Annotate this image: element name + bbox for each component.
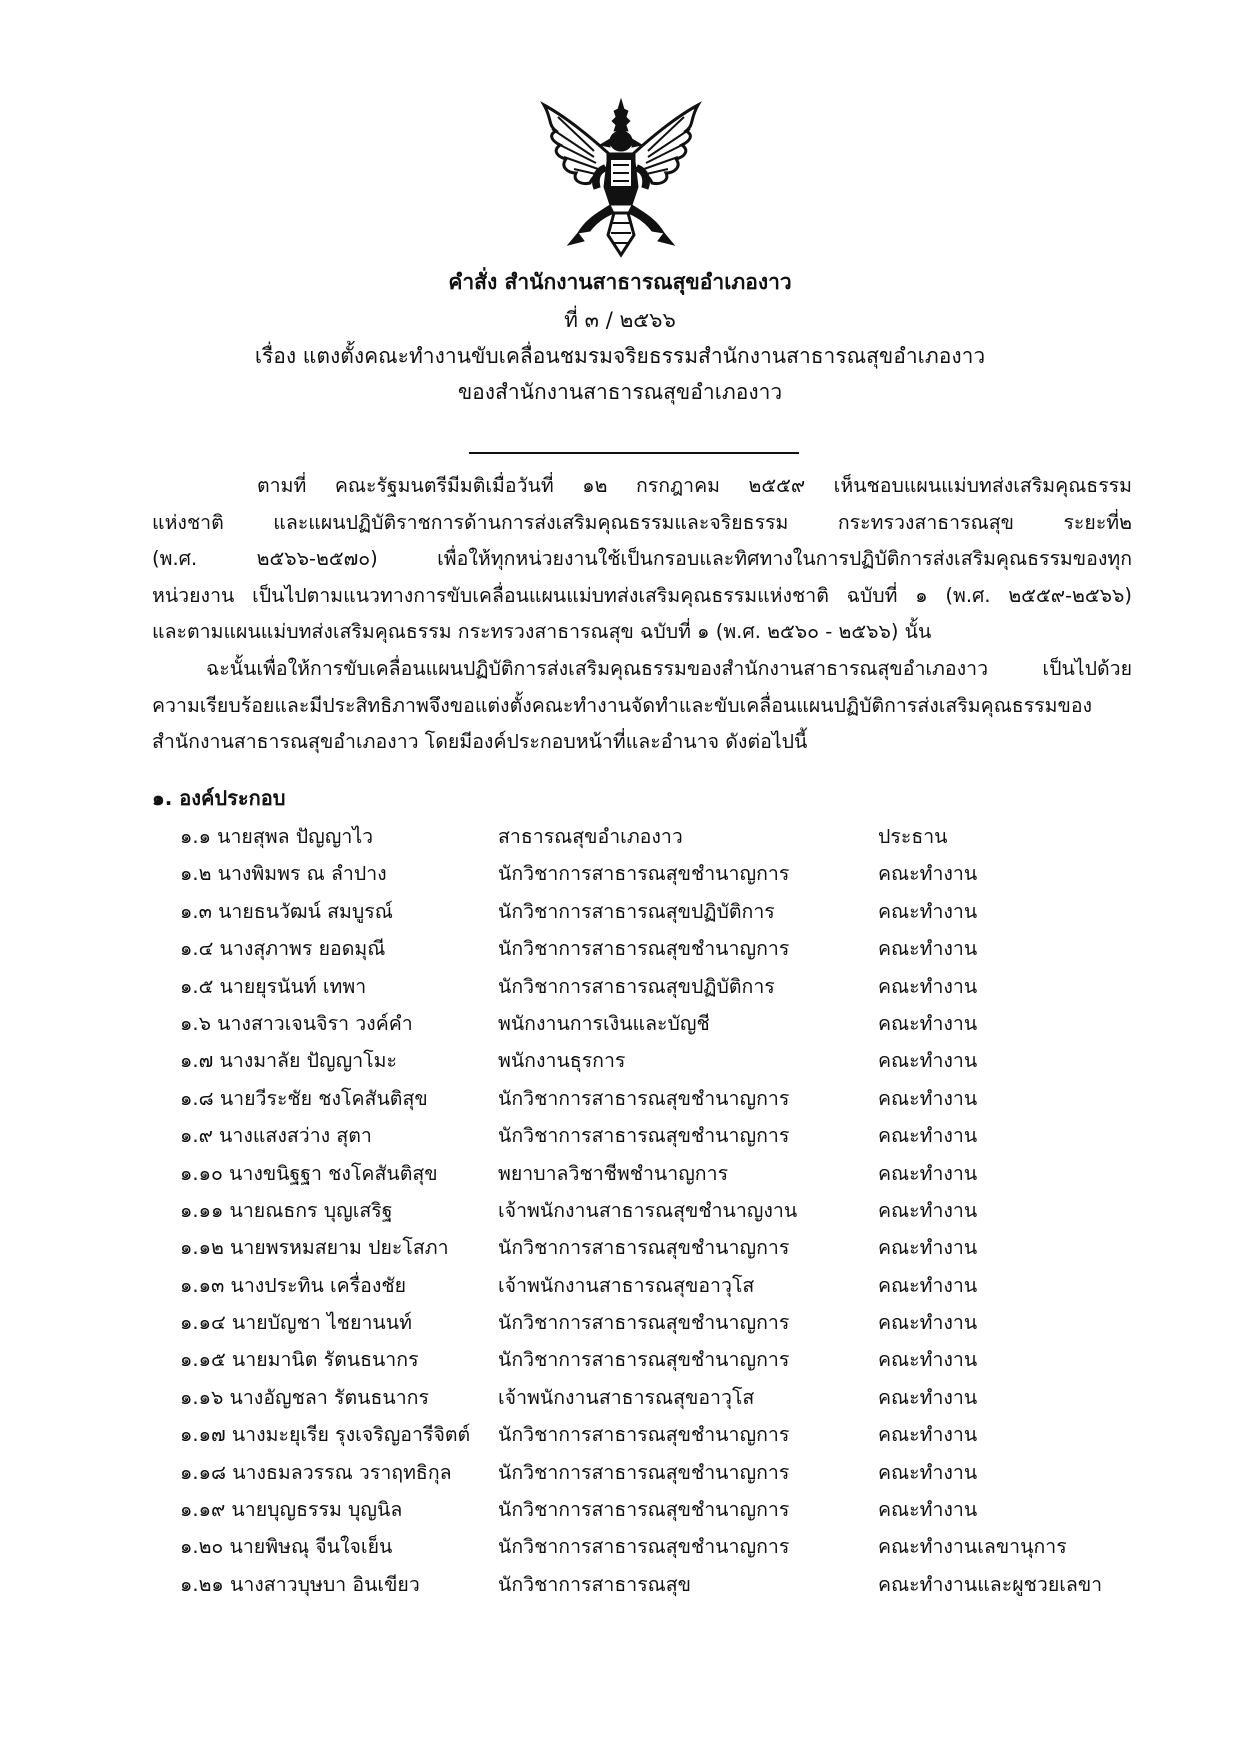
list-item: [180, 1379, 1160, 1416]
list-item: [180, 1528, 1160, 1565]
list-item: [180, 1566, 1160, 1603]
member-position: พนักงานการเงินและบัญชี: [498, 1011, 710, 1035]
member-name: ๑.๑๒ นายพรหมสยาม ปยะโสภา: [180, 1236, 449, 1260]
member-position: นักวิชาการสาธารณสุขชำนาญการ: [498, 937, 790, 961]
member-role: คณะทำงาน: [878, 1498, 978, 1522]
member-position: นักวิชาการสาธารณสุขชำนาญการ: [498, 1086, 790, 1110]
member-name: ๑.๒๐ นายพิษณุ จีนใจเย็น: [180, 1535, 393, 1559]
list-item: [180, 855, 1160, 892]
member-position: เจ้าพนักงานสาธารณสุขอาวุโส: [498, 1273, 755, 1297]
paragraph-preamble: [152, 468, 1132, 651]
member-name: ๑.๑๖ นางอัญชลา รัตนธนากร: [180, 1385, 429, 1409]
member-position: นักวิชาการสาธารณสุขชำนาญการ: [498, 1423, 790, 1447]
member-role: คณะทำงาน: [878, 899, 978, 923]
member-name: ๑.๗ นางมาลัย ปัญญาโมะ: [180, 1049, 397, 1073]
paragraph-line: ฉะนั้นเพื่อให้การขับเคลื่อนแผนปฏิบัติการส่งเสริมคุณธรรมของสำนักงานสาธารณสุขอำเภองาว เป็นไปด้วย: [206, 657, 1132, 680]
paragraph-line: สำนักงานสาธารณสุขอำเภองาว โดยมีองค์ประกอบหน้าที่และอำนาจ ดังต่อไปนี้: [152, 730, 808, 753]
member-name: ๑.๘ นายวีระชัย ชงโคสันติสุข: [180, 1086, 428, 1110]
member-role: คณะทำงาน: [878, 1198, 978, 1222]
list-item: [180, 1192, 1160, 1229]
member-name: ๑.๒๑ นางสาวบุษบา อินเขียว: [180, 1572, 420, 1596]
member-role: คณะทำงาน: [878, 1086, 978, 1110]
order-number: ที่ ๓ / ๒๕๖๖: [564, 308, 676, 332]
member-role: คณะทำงาน: [878, 1311, 978, 1335]
garuda-emblem: [538, 95, 704, 265]
member-position: เจ้าพนักงานสาธารณสุขอาวุโส: [498, 1385, 755, 1409]
member-role: คณะทำงาน: [878, 1460, 978, 1484]
list-item: [180, 1155, 1160, 1192]
paragraph-line: และตามแผนแม่บทส่งเสริมคุณธรรม กระทรวงสาธารณสุข ฉบับที่ ๑ (พ.ศ. ๒๕๖๐ - ๒๕๖๖) นั้น: [152, 620, 932, 643]
list-item: [180, 1080, 1160, 1117]
member-name: ๑.๓ นายธนวัฒน์ สมบูรณ์: [180, 899, 393, 923]
member-position: นักวิชาการสาธารณสุขชำนาญการ: [498, 1460, 790, 1484]
list-item: [180, 1229, 1160, 1266]
paragraph-line: แห่งชาติ และแผนปฏิบัติราชการด้านการส่งเสริมคุณธรรมและจริยธรรม กระทรวงสาธารณสุข ระยะที่๒: [152, 510, 1132, 534]
list-item: [180, 1304, 1160, 1341]
order-header: [0, 264, 1240, 300]
member-name: ๑.๑๔ นายบัญชา ไชยานนท์: [180, 1311, 412, 1335]
order-subject-line2: ของสำนักงานสาธารณสุขอำเภองาว: [457, 380, 783, 404]
paragraph-line: ความเรียบร้อยและมีประสิทธิภาพจึงขอแต่งตั้งคณะทำงานจัดทำและขับเคลื่อนแผนปฏิบัติการส่งเสริมคุณธรรมของ: [152, 693, 1093, 717]
member-name: ๑.๔ นางสุภาพร ยอดมุณี: [180, 937, 386, 961]
list-item: [180, 1416, 1160, 1453]
member-name: ๑.๑๕ นายมานิต รัตนธนากร: [180, 1348, 419, 1372]
list-item: [180, 968, 1160, 1005]
list-item: [180, 1341, 1160, 1378]
member-position: นักวิชาการสาธารณสุขปฏิบัติการ: [498, 974, 775, 998]
member-name: ๑.๑๓ นางประทิน เครื่องชัย: [180, 1273, 407, 1297]
paragraph-line: (พ.ศ. ๒๕๖๖-๒๕๗๐) เพื่อให้ทุกหน่วยงานใช้เป็นกรอบและทิศทางในการปฏิบัติการส่งเสริมคุณธรรมของทุก: [152, 547, 1132, 570]
member-position: พยาบาลวิชาชีพชำนาญการ: [498, 1161, 729, 1185]
section-composition-title: ๑. องค์ประกอบ: [152, 786, 286, 810]
member-role: คณะทำงาน: [878, 862, 978, 886]
member-role: คณะทำงาน: [878, 1236, 978, 1260]
member-position: เจ้าพนักงานสาธารณสุขชำนาญงาน: [498, 1198, 798, 1222]
member-role: คณะทำงาน: [878, 1161, 978, 1185]
list-item: [180, 1042, 1160, 1079]
member-position: สาธารณสุขอำเภองาว: [498, 825, 683, 848]
member-name: ๑.๑๗ นางมะยุเรีย รุงเจริญอารีจิตต์: [180, 1423, 471, 1447]
paragraph-line: ตามที่ คณะรัฐมนตรีมีมติเมื่อวันที่ ๑๒ กรกฎาคม ๒๕๕๙ เห็นชอบแผนแม่บทส่งเสริมคุณธรรม: [257, 474, 1132, 497]
member-role: คณะทำงาน: [878, 1049, 978, 1073]
member-position: นักวิชาการสาธารณสุขชำนาญการ: [498, 1348, 790, 1372]
member-position: นักวิชาการสาธารณสุขชำนาญการ: [498, 1498, 790, 1522]
member-name: ๑.๑๑ นายณธกร บุญเสริฐ: [180, 1198, 393, 1222]
list-item: [180, 1267, 1160, 1304]
list-item: [180, 1117, 1160, 1154]
member-name: ๑.๖ นางสาวเจนจิรา วงค์คำ: [180, 1011, 413, 1035]
list-item: [180, 1491, 1160, 1528]
member-name: ๑.๒ นางพิมพร ณ ลำปาง: [180, 862, 387, 886]
header-divider: [469, 452, 799, 454]
member-name: ๑.๙ นางแสงสว่าง สุตา: [180, 1124, 372, 1148]
member-role: คณะทำงาน: [878, 974, 978, 998]
member-position: พนักงานธุรการ: [498, 1049, 626, 1073]
member-role: คณะทำงาน: [878, 1124, 978, 1148]
order-title: คำสั่ง สำนักงานสาธารณสุขอำเภองาว: [448, 270, 792, 294]
list-item: [180, 893, 1160, 930]
member-name: ๑.๑๐ นางขนิฐฐา ชงโคสันติสุข: [180, 1161, 438, 1185]
member-role: คณะทำงานและผูชวยเลขา: [878, 1572, 1103, 1596]
order-subject-line1: เรื่อง แตงตั้งคณะทำงานขับเคลื่อนชมรมจริยธรรมสำนักงานสาธารณสุขอำเภองาว: [254, 344, 986, 368]
order-number-wrap: [0, 302, 1240, 338]
list-item: [180, 1454, 1160, 1491]
list-item: [180, 930, 1160, 967]
member-name: ๑.๑๘ นางธมลวรรณ วราฤทธิกุล: [180, 1460, 452, 1484]
member-role: คณะทำงาน: [878, 937, 978, 961]
list-item: [180, 818, 1160, 855]
members-list: [180, 818, 1160, 1603]
member-position: นักวิชาการสาธารณสุขปฏิบัติการ: [498, 899, 775, 923]
member-position: นักวิชาการสาธารณสุขชำนาญการ: [498, 1124, 790, 1148]
member-name: ๑.๑๙ นายบุญธรรม บุญนิล: [180, 1498, 403, 1522]
order-subject-wrap: [0, 338, 1240, 410]
member-role: ประธาน: [878, 825, 948, 848]
member-position: นักวิชาการสาธารณสุขชำนาญการ: [498, 1311, 790, 1335]
paragraph-line: หน่วยงาน เป็นไปตามแนวทางการขับเคลื่อนแผนแม่บทส่งเสริมคุณธรรมแห่งชาติ ฉบับที่ ๑ (พ.ศ. ๒๕๕๙-๒๕๖๖): [152, 583, 1132, 607]
member-role: คณะทำงาน: [878, 1011, 978, 1035]
member-position: นักวิชาการสาธารณสุขชำนาญการ: [498, 1236, 790, 1260]
member-name: ๑.๕ นายยุรนันท์ เทพา: [180, 974, 367, 998]
member-position: นักวิชาการสาธารณสุข: [498, 1572, 692, 1596]
member-position: นักวิชาการสาธารณสุขชำนาญการ: [498, 1535, 790, 1559]
member-position: นักวิชาการสาธารณสุขชำนาญการ: [498, 862, 790, 886]
paragraph-appointment: [152, 651, 1132, 761]
member-role: คณะทำงาน: [878, 1273, 978, 1297]
member-role: คณะทำงาน: [878, 1348, 978, 1372]
member-role: คณะทำงาน: [878, 1423, 978, 1447]
member-role: คณะทำงานเลขานุการ: [878, 1535, 1067, 1559]
member-role: คณะทำงาน: [878, 1385, 978, 1409]
member-name: ๑.๑ นายสุพล ปัญญาไว: [180, 825, 374, 848]
list-item: [180, 1005, 1160, 1042]
